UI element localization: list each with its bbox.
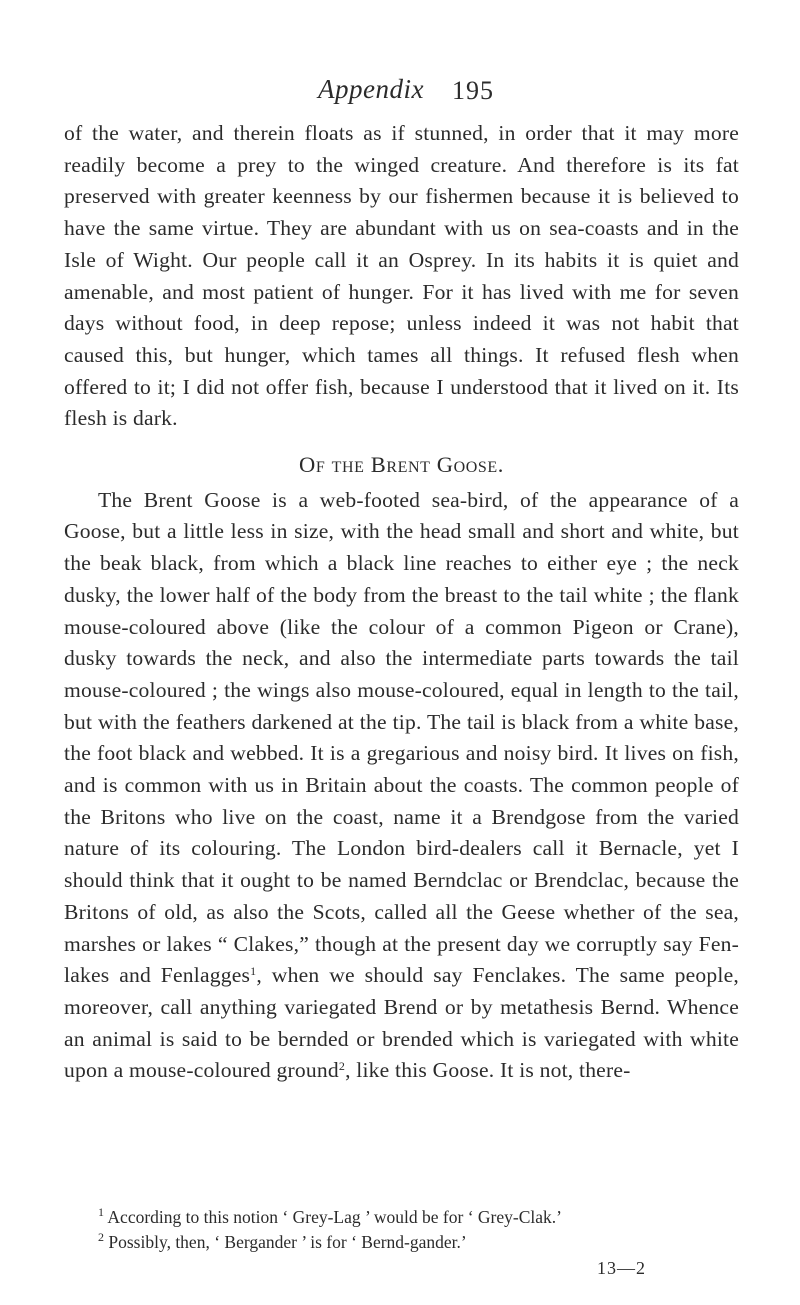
paragraph-text: , like this Goose. It is not, there- xyxy=(345,1058,631,1083)
running-head: Appendix xyxy=(318,74,424,104)
paragraph-brent-goose xyxy=(64,485,739,1087)
paragraph-osprey-continued: of the water, and therein floats as if stunned, in order that it may more readily become a prey to the winged creature. And therefore is its fat preserved with greater keenness by our fishermen because it is believed to have the same virtue. They are abundant with us on sea-coasts and in the Isle of Wight. Our people call it an Osprey. In its habits it is quiet and amenable, and most patient of hunger. For it has lived with me for seven days without food, in deep repose; unless indeed it was not habit that caused this, but hunger, which tames all things. It refused flesh when offered to it; I did not offer fish, because I understood that it lived on it. Its flesh is dark. xyxy=(64,121,739,431)
footnote-marker: 2 xyxy=(98,1230,104,1244)
footnote xyxy=(64,1205,739,1230)
footnote xyxy=(64,1230,739,1255)
page-number: 195 xyxy=(452,76,494,105)
section-heading: Of the Brent Goose. xyxy=(299,452,504,478)
footnote-ref-2: 2 xyxy=(338,1059,346,1074)
footnote-ref-1: 1 xyxy=(250,964,257,979)
body-text xyxy=(64,118,739,1087)
page-header xyxy=(0,74,800,114)
signature-mark: 13—2 xyxy=(597,1258,646,1278)
footnote-marker: 1 xyxy=(98,1205,104,1219)
paragraph-text: The Brent Goose is a web-footed sea-bird, of the appearance of a Goose, but a little less in size, with the head small and short and white, but the beak black, from which a black line reaches to either eye ; the neck dusky, the lower half of the body from the breast to the tail white ; the flank mouse-coloured above (like the colour of a common Pigeon or Crane), dusky towards the neck, and also the intermediate parts towards the tail mouse-coloured ; the wings also mouse-coloured, equal in length to the tail, but with the feathers darkened at the tip. The tail is black from a white base, the foot black and webbed. It is a gregarious and noisy bird. It lives on fish, and is common with us in Britain about the coasts. The common people of the Britons who live on the coast, name it a Brendgose from the varied nature of its colouring. The London bird-dealers call it Bernacle, yet I should think that it ought to be named Berndclac or Brendclac, because the Britons of old, as also the Scots, called all the Geese whether of the sea, marshes or lakes “ Clakes,” though at the present day we corruptly say Fen-lakes and Fenlagges xyxy=(64,487,739,988)
paragraph-text: , when we should say Fenclakes. The same people, moreover, call anything variegated Brend or by metathesis Bernd. Whence an animal is said to be bernded or brended which is variegated with white upon a mouse-coloured ground xyxy=(64,963,739,1083)
footnotes xyxy=(64,1205,739,1255)
footnote-text: According to this notion ‘ Grey-Lag ’ would be for ‘ Grey-Clak.’ xyxy=(107,1207,562,1227)
footnote-text: Possibly, then, ‘ Bergander ’ is for ‘ Bernd-gander.’ xyxy=(108,1232,467,1252)
